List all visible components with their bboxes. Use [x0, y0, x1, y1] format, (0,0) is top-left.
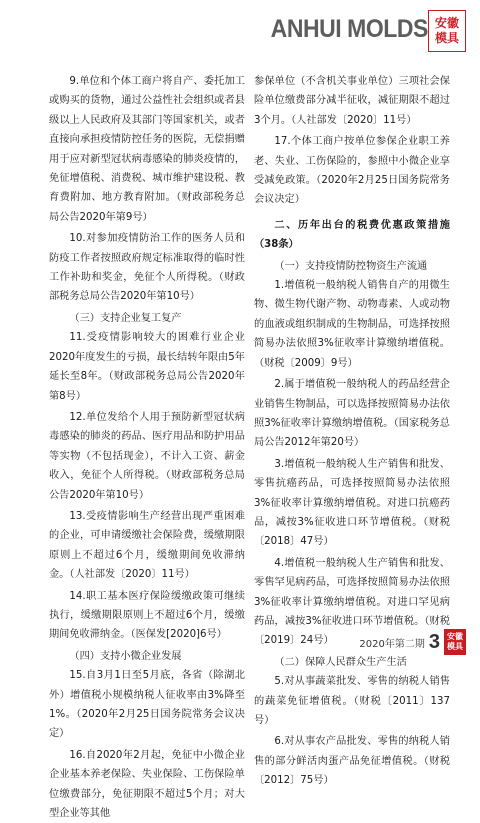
policy-item-9: 9.单位和个体工商户将自产、委托加工或购买的货物，通过公益性社会组织或者县级以上人民政府及其部门等国家机关，或者直接向承担疫情防控任务的医院，无偿捐赠用于应对新型冠状病毒感染的肺炎疫情的，免征增值税、消费税、城市维护建设税、教育费附加、地方教育附加。（财政部税务总局公告2020年第9号）	[49, 76, 245, 223]
policy-item-16: 16.自2020年2月起，免征中小微企业企业基本养老保险、失业保险、工伤保险单位缴费部分，免征期限不超过5个月；对大型企业等其他	[49, 749, 245, 820]
page-footer	[359, 629, 466, 655]
subsection-heading-3: （三）支持企业复工复产	[69, 312, 182, 324]
logo-badge-line1: 安徽	[434, 16, 459, 30]
policy-item-12: 12.单位发给个人用于预防新型冠状病毒感染的肺炎的药品、医疗用品和防护用品等实物（不包括现金），不计入工资、薪金收入，免征个人所得税。（财政部税务总局公告2020年第10号）	[49, 411, 245, 501]
historic-item-6: 6.对从事农产品批发、零售的纳税人销售的部分鲜活肉蛋产品免征增值税。（财税〔2012〕75号）	[254, 736, 450, 787]
policy-item-11: 11.受疫情影响较大的困难行业企业2020年度发生的亏损，最长结转年限由5年延长至8年。（财政部税务总局公告2020年第8号）	[49, 332, 245, 402]
policy-item-14: 14.职工基本医疗保险缓缴政策可继续执行，缓缴期限原则上不超过6个月，缓缴期间免收滞纳金。（医保发[2020]6号）	[49, 590, 245, 641]
historic-item-2: 2.属于增值税一般纳税人的药品经营企业销售生物制品，可以选择按照简易办法依照3%征收率计算缴纳增值税。（国家税务总局公告2012年第20号）	[254, 379, 450, 449]
subsection-heading-4: （四）支持小微企业发展	[69, 650, 182, 662]
logo-badge	[428, 10, 466, 52]
historic-item-4: 4.增值税一般纳税人生产销售和批发、零售罕见病药品，可选择按照简易办法依照3%征收率计算缴纳增值税。对进口罕见病药品，减按3%征收进口环节增值税。（财税〔2019〕24号）	[254, 557, 450, 647]
footer-badge-line1: 安徽	[447, 632, 463, 641]
policy-item-10: 10.对参加疫情防治工作的医务人员和防疫工作者按照政府规定标准取得的临时性工作补助和奖金，免征个人所得税。（财政部税务总局公告2020年第10号）	[49, 233, 245, 303]
page-number: 3	[428, 630, 440, 653]
policy-item-16-continued: 参保单位（不含机关事业单位）三项社会保险单位缴费部分减半征收，减征期限不超过3个月。（人社部发〔2020〕11号）	[254, 76, 450, 126]
right-column	[254, 72, 450, 791]
magazine-title: ANHUI MOLDS	[270, 15, 428, 43]
footer-badge-line2: 模具	[447, 642, 463, 651]
subsection-heading-2-1: （一）支持疫情防控物资生产流通	[274, 260, 428, 272]
section-heading-2: 二、历年出台的税费优惠政策措施（38条）	[254, 219, 450, 251]
masthead	[0, 0, 480, 62]
historic-item-1: 1.增值税一般纳税人销售自产的用微生物、微生物代谢产物、动物毒素、人或动物的血液或组织制成的生物制品，可选择按照简易办法依照3%征收率计算缴纳增值税。（财税〔2009〕9号）	[254, 280, 450, 369]
logo-badge-line2: 模具	[434, 31, 459, 45]
policy-item-13: 13.受疫情影响生产经营出现严重困难的企业，可申请缓缴社会保险费，缓缴期限原则上不超过6个月，缓缴期间免收滞纳金。（人社部发〔2020〕11号）	[49, 510, 245, 581]
subsection-heading-2-2: （二）保障人民群众生产生活	[274, 656, 407, 668]
policy-item-17: 17.个体工商户按单位参保企业职工养老、失业、工伤保险的，参照中小微企业享受减免政策。（2020年2月25日国务院常务会议决定）	[254, 136, 450, 206]
historic-item-5: 5.对从事蔬菜批发、零售的纳税人销售的蔬菜免征增值税。（财税〔2011〕137号）	[254, 676, 450, 726]
policy-item-15: 15.自3月1日至5月底，各省（除湖北外）增值税小规模纳税人征收率由3%降至1%。（2020年2月25日国务院常务会议决定）	[49, 670, 245, 740]
left-column	[49, 72, 245, 823]
footer-logo-badge	[444, 629, 466, 655]
issue-label: 2020年第二期	[359, 638, 425, 650]
historic-item-3: 3.增值税一般纳税人生产销售和批发、零售抗癌药品，可选择按照简易办法依照3%征收率计算缴纳增值税。对进口抗癌药品，减按3%征收进口环节增值税。（财税〔2018〕47号）	[254, 458, 450, 548]
